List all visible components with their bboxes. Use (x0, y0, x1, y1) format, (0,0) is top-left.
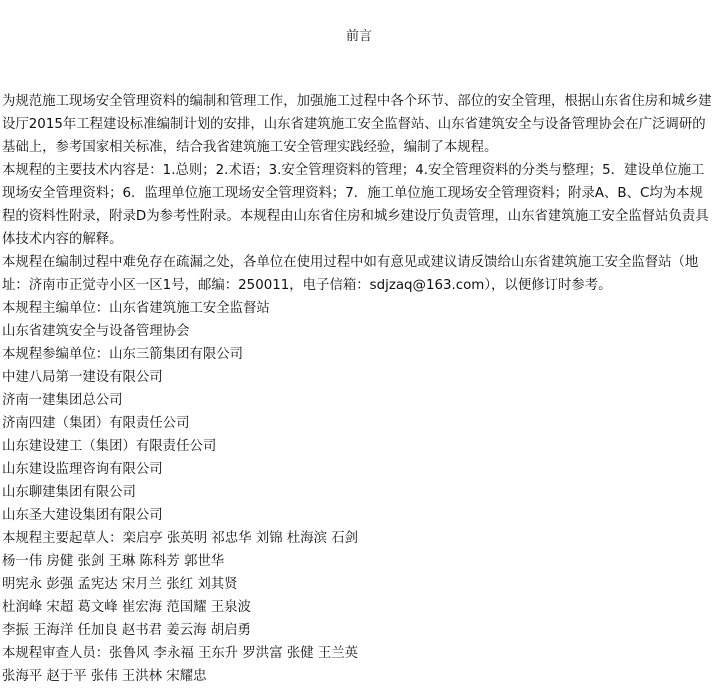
reviewer-names-line: 本规程审查人员：张鲁风 李永福 王东升 罗洪富 张健 王兰英 (2, 646, 359, 661)
participating-unit-line: 中建八局第一建设有限公司 (2, 370, 163, 385)
participating-unit-line: 济南四建（集团）有限责任公司 (2, 416, 190, 431)
preface-paragraph-contents: 本规程的主要技术内容是：1.总则；2.术语；3.安全管理资料的管理；4.安全管理资料的分类与整理；5．建设单位施工现场安全管理资料；6．监理单位施工现场安全管理资料；7．施工单位施工现场安全管理资料；附录A、B、C均为本规程的资料性附录，附录D为参考性附录。本规程由山东省住房和城乡建设厅负责管理，山东省建筑施工安全监督站负责具体技术内容的解释。 (2, 163, 709, 247)
participating-unit-line: 济南一建集团总公司 (2, 393, 123, 408)
participating-unit-line: 山东圣大建设集团有限公司 (2, 508, 163, 523)
document-body (2, 90, 714, 688)
drafter-names-line: 本规程主要起草人：栾启亭 张英明 祁忠华 刘锦 杜海滨 石剑 (2, 531, 359, 546)
chief-editor-unit-line: 山东省建筑安全与设备管理协会 (2, 324, 190, 339)
reviewer-names-line: 张海平 赵于平 张伟 王洪林 宋耀忠 (2, 669, 207, 684)
participating-unit-line: 本规程参编单位：山东三箭集团有限公司 (2, 347, 244, 362)
participating-unit-line: 山东建设监理咨询有限公司 (2, 462, 163, 477)
page-title: 前言 (345, 29, 372, 44)
drafter-names-line: 李振 王海洋 任加良 赵书君 姜云海 胡启勇 (2, 623, 251, 638)
drafter-names-line: 明宪永 彭强 孟宪达 宋月兰 张红 刘其贤 (2, 577, 238, 592)
chief-editor-unit-line: 本规程主编单位：山东省建筑施工安全监督站 (2, 301, 270, 316)
participating-unit-line: 山东建设建工（集团）有限责任公司 (2, 439, 217, 454)
preface-paragraph-purpose: 为规范施工现场安全管理资料的编制和管理工作，加强施工过程中各个环节、部位的安全管理，根据山东省住房和城乡建设厅2015年工程建设标准编制计划的安排，山东省建筑施工安全监督站、山东省建筑安全与设备管理协会在广泛调研的基础上，参考国家相关标准，结合我省建筑施工安全管理实践经验，编制了本规程。 (2, 94, 712, 155)
drafter-names-line: 杨一伟 房健 张剑 王琳 陈科芳 郭世华 (2, 554, 225, 569)
preface-paragraph-feedback: 本规程在编制过程中难免存在疏漏之处，各单位在使用过程中如有意见或建议请反馈给山东省建筑施工安全监督站（地址：济南市正觉寺小区一区1号，邮编：250011，电子信箱：sdjzaq@163.com），以便修订时参考。 (2, 255, 699, 293)
drafter-names-line: 杜润峰 宋超 葛文峰 崔宏海 范国耀 王泉波 (2, 600, 251, 615)
participating-unit-line: 山东聊建集团有限公司 (2, 485, 136, 500)
